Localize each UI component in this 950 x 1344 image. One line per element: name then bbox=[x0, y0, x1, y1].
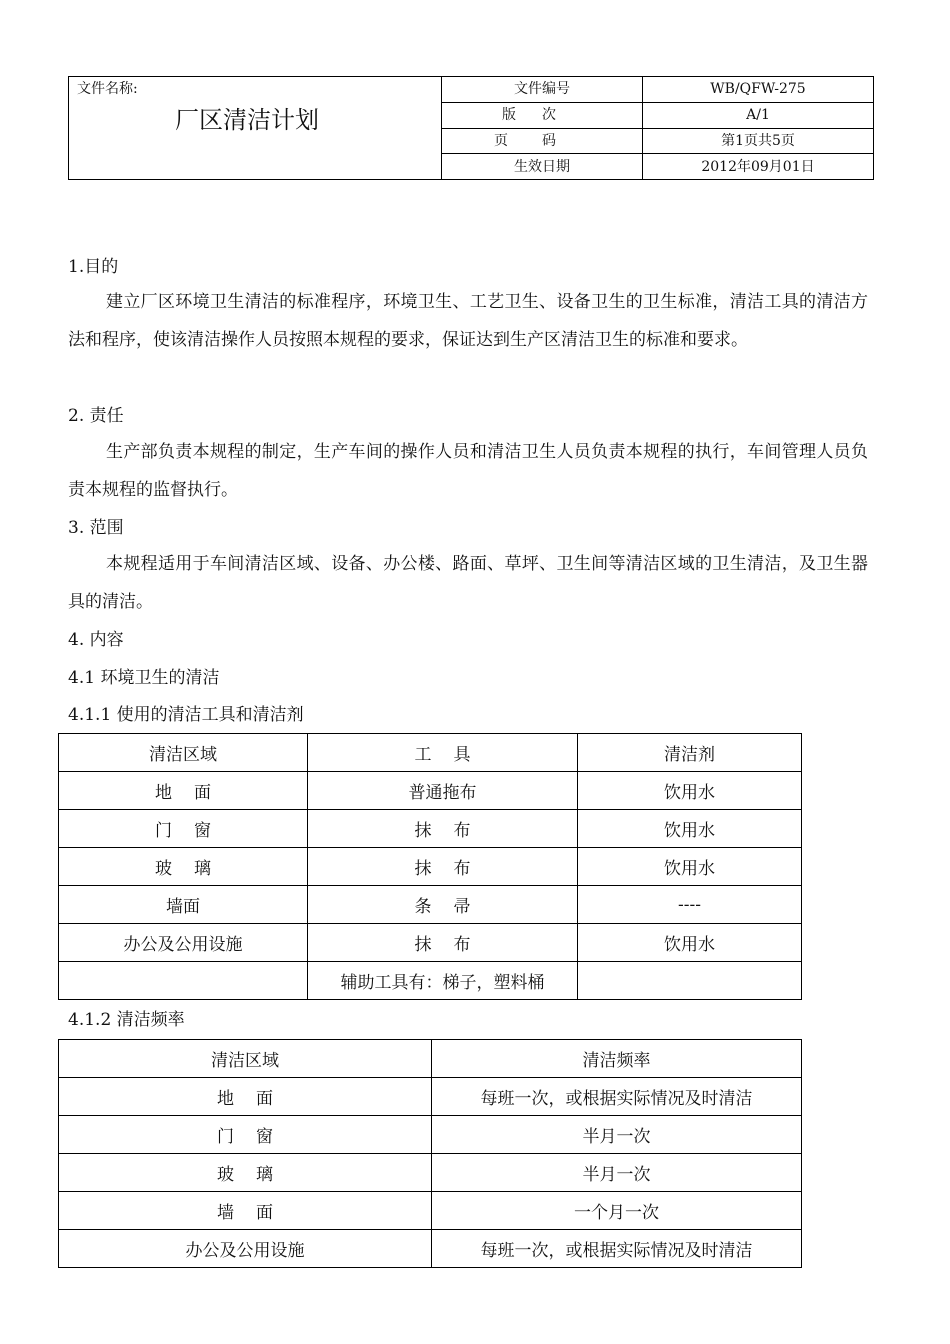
version-value: A/1 bbox=[643, 102, 874, 128]
frequency-table bbox=[58, 1039, 802, 1268]
table-cell: 办公及公用设施 bbox=[59, 1230, 432, 1268]
table-cell: 每班一次，或根据实际情况及时清洁 bbox=[432, 1078, 802, 1116]
table-cell bbox=[578, 962, 802, 1000]
table-cell: 玻璃 bbox=[59, 1154, 432, 1192]
file-name-cell bbox=[69, 77, 442, 180]
table-cell: 门窗 bbox=[59, 1116, 432, 1154]
table-cell: 墙面 bbox=[59, 886, 308, 924]
table-cell: 抹布 bbox=[308, 924, 578, 962]
table-cell: 每班一次，或根据实际情况及时清洁 bbox=[432, 1230, 802, 1268]
table-cell: 门窗 bbox=[59, 810, 308, 848]
section-1-title: 1.目的 bbox=[68, 257, 119, 277]
section-3-body: 本规程适用于车间清洁区域、设备、办公楼、路面、草坪、卫生间等清洁区域的卫生清洁，及卫生器具的清洁。 bbox=[68, 554, 868, 612]
table-cell: 抹布 bbox=[308, 810, 578, 848]
table-cell: 地面 bbox=[59, 772, 308, 810]
table-header-cell: 清洁区域 bbox=[59, 1040, 432, 1078]
file-name-label: 文件名称: bbox=[77, 81, 138, 97]
file-number-value: WB/QFW-275 bbox=[643, 77, 874, 103]
table-cell: 办公及公用设施 bbox=[59, 924, 308, 962]
file-number-label: 文件编号 bbox=[442, 77, 643, 103]
table-row bbox=[59, 1154, 802, 1192]
table-row bbox=[59, 810, 802, 848]
table-row bbox=[59, 848, 802, 886]
table-cell: 半月一次 bbox=[432, 1116, 802, 1154]
table-row bbox=[59, 1230, 802, 1268]
table-header-row bbox=[59, 1040, 802, 1078]
table-cell: 饮用水 bbox=[578, 848, 802, 886]
table-header-row bbox=[59, 734, 802, 772]
version-label: 版次 bbox=[442, 102, 643, 128]
table-cell: 普通拖布 bbox=[308, 772, 578, 810]
table-row bbox=[59, 886, 802, 924]
file-name-title: 厂区清洁计划 bbox=[175, 106, 319, 134]
section-3-title: 3. 范围 bbox=[68, 518, 124, 538]
table-cell: 饮用水 bbox=[578, 810, 802, 848]
section-4-1-title: 4.1 环境卫生的清洁 bbox=[68, 668, 220, 688]
effective-date-value: 2012年09月01日 bbox=[643, 154, 874, 180]
section-4-title: 4. 内容 bbox=[68, 630, 124, 650]
page-label: 页码 bbox=[442, 128, 643, 154]
table-cell: ---- bbox=[578, 886, 802, 924]
section-1-body: 建立厂区环境卫生清洁的标准程序，环境卫生、工艺卫生、设备卫生的卫生标准，清洁工具的清洁方法和程序，使该清洁操作人员按照本规程的要求，保证达到生产区清洁卫生的标准和要求。 bbox=[68, 292, 868, 350]
table-header-cell: 工具 bbox=[308, 734, 578, 772]
table-cell: 地面 bbox=[59, 1078, 432, 1116]
table-cell bbox=[59, 962, 308, 1000]
table-row bbox=[59, 924, 802, 962]
table-row bbox=[59, 1116, 802, 1154]
section-2-title: 2. 责任 bbox=[68, 406, 124, 426]
section-4-1-1-title: 4.1.1 使用的清洁工具和清洁剂 bbox=[68, 705, 304, 725]
table-cell: 一个月一次 bbox=[432, 1192, 802, 1230]
table-row bbox=[59, 1078, 802, 1116]
table-row bbox=[59, 772, 802, 810]
aux-tools-note: 辅助工具有：梯子，塑料桶 bbox=[308, 962, 578, 1000]
document-header bbox=[68, 76, 874, 180]
table-cell: 饮用水 bbox=[578, 772, 802, 810]
table-cell: 饮用水 bbox=[578, 924, 802, 962]
section-4-1-2-title: 4.1.2 清洁频率 bbox=[68, 1010, 185, 1030]
table-cell: 墙面 bbox=[59, 1192, 432, 1230]
table-header-cell: 清洁频率 bbox=[432, 1040, 802, 1078]
page-value: 第1页共5页 bbox=[643, 128, 874, 154]
table-cell: 条帚 bbox=[308, 886, 578, 924]
table-header-cell: 清洁区域 bbox=[59, 734, 308, 772]
table-cell: 抹布 bbox=[308, 848, 578, 886]
table-row bbox=[59, 962, 802, 1000]
table-header-cell: 清洁剂 bbox=[578, 734, 802, 772]
effective-date-label: 生效日期 bbox=[442, 154, 643, 180]
section-2-body: 生产部负责本规程的制定，生产车间的操作人员和清洁卫生人员负责本规程的执行，车间管理人员负责本规程的监督执行。 bbox=[68, 442, 868, 500]
table-cell: 半月一次 bbox=[432, 1154, 802, 1192]
table-cell: 玻璃 bbox=[59, 848, 308, 886]
table-row bbox=[59, 1192, 802, 1230]
tools-table bbox=[58, 733, 802, 1000]
